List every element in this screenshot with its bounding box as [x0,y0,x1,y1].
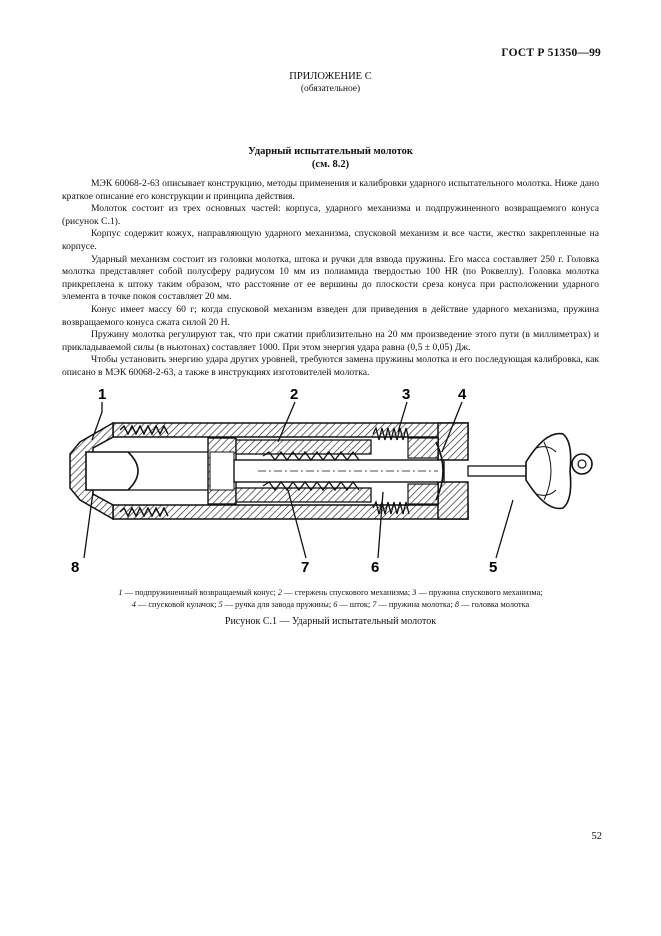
paragraph: Пружину молотка регулируют так, что при сжатии приблизительно на 20 мм произведение этого пути (в миллиметрах) и прикладываемой силы (в ньютонах) составляет 1000. При этом энергия удара равна (0,5 ± 0,05) Дж. [62,329,599,353]
callout-2: 2 [290,386,299,403]
legend-line [62,587,599,599]
legend-num: 6 [333,600,338,609]
hammer-figure [58,382,606,582]
section-title: Ударный испытательный молоток [248,146,413,157]
trigger-rod-housing [236,440,371,454]
standard-code: ГОСТ Р 51350—99 [501,47,601,59]
legend-line [62,599,599,611]
callout-8: 8 [71,559,80,576]
paragraph: Ударный механизм состоит из головки молотка, штока и ручки для взвода пружины. Его масса составляет 250 г. Головка молотка представляет собой полусферу радиусом 10 мм из полиамида твердостью 100 HR (по Роквеллу). Головка молотка прикреплена к штоку таким образом, что расстояние от ее вершины до плоскости среза конуса при расположении ударного элемента в точке покоя составляет 20 мм. [62,253,599,303]
cocking-rod [468,466,528,476]
legend-num: 1 [118,588,123,597]
paragraph: Молоток состоит из трех основных частей: корпуса, ударного механизма и подпружиненного возвращаемого конуса (рисунок С.1). [62,203,599,227]
page-number: 52 [591,831,602,842]
legend-text: — шток; [337,600,373,609]
callout-3: 3 [402,386,411,403]
callout-5: 5 [489,559,498,576]
callout-7: 7 [301,559,310,576]
appendix-status: (обязательное) [300,84,361,94]
legend-text: — ручка для завода пружины; [222,600,334,609]
callout-1: 1 [98,386,107,403]
legend-num: 2 [277,588,283,597]
section-reference: (см. 8.2) [311,159,350,170]
hammer-drawing [58,382,606,582]
paragraph: Конус имеет массу 60 г; когда спусковой механизм взведен для приведения в действие ударного механизма, пружина возвращаемого конуса сжата силой 20 Н. [62,303,599,328]
callout-6: 6 [371,559,380,576]
paragraph: Корпус содержит кожух, направляющую ударного механизма, спусковой механизм и все части, жестко закрепленные на корпусе. [62,228,599,252]
cocking-handle [526,434,571,509]
legend-text: — спусковой кулачок; [135,600,219,609]
appendix-heading [0,71,661,95]
hammer-head [86,452,138,490]
paragraph: Чтобы установить энергию удара других уровней, требуются замена пружины молотка и его последующая калибровка, как описано в МЭК 60068-2-63, а также в инструкциях изготовителей молотка. [62,354,599,378]
legend-num: 8 [454,600,459,609]
section-heading [0,145,661,171]
figure-legend [62,587,599,611]
figure-caption: Рисунок С.1 — Ударный испытательный молоток [224,616,437,627]
legend-text: — подпружиненный возвращаемый конус; [122,588,278,597]
callout-4: 4 [458,386,467,403]
legend-text: — пружина молотка; [376,600,455,609]
legend-text: — стержень спускового механизма; [282,588,413,597]
appendix-title: ПРИЛОЖЕНИЕ С [289,71,372,82]
legend-num: 4 [131,600,136,609]
legend-text: — пружина спускового механизма; [416,588,543,597]
legend-num: 7 [372,600,377,609]
legend-num: 3 [412,588,417,597]
body-text [62,178,599,380]
paragraph: МЭК 60068-2-63 описывает конструкцию, методы применения и калибровки ударного испытательного молотка. Ниже дано краткое описание его конструкции и принципа действия. [62,178,599,202]
legend-text: — головка молотка [459,600,530,609]
legend-num: 5 [218,600,223,609]
